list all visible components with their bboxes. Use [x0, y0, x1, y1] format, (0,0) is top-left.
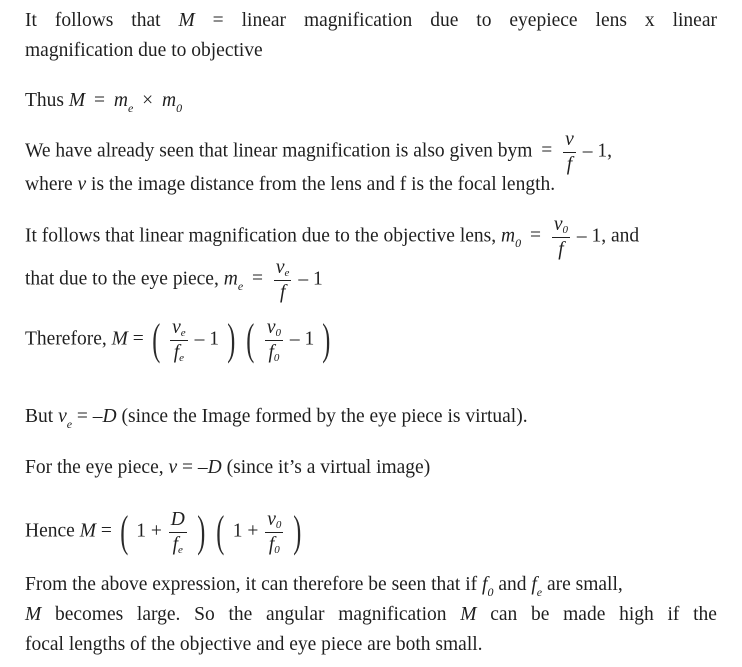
text: 1 +	[136, 520, 162, 542]
numerator: ve	[172, 317, 186, 339]
subscript: 0	[487, 585, 494, 599]
thus-equation	[25, 88, 182, 113]
text: It follows that linear magnification due to the objective lens,	[25, 225, 497, 247]
word: the	[693, 604, 717, 625]
left-paren: (	[216, 507, 225, 556]
text: – 1	[194, 328, 219, 350]
math-symbol: M	[79, 520, 96, 542]
math-symbol: v	[77, 174, 87, 195]
therefore-equation	[25, 315, 334, 364]
denominator: fe	[173, 341, 185, 364]
fraction	[274, 258, 292, 302]
subscript: e	[127, 101, 134, 115]
text: – 1	[298, 268, 323, 290]
denominator: f	[279, 281, 286, 303]
math-symbol: f	[482, 574, 488, 595]
word: lens	[595, 10, 627, 31]
paragraph-1-line-2: magnification due to objective	[25, 40, 263, 61]
text: – 1	[289, 328, 315, 350]
text: 1 +	[232, 520, 259, 542]
word: magnification	[303, 10, 413, 31]
word: becomes	[54, 604, 124, 625]
right-paren: )	[293, 507, 302, 556]
math-symbol: m	[501, 225, 516, 247]
word: x	[644, 10, 655, 31]
word: high	[619, 604, 654, 625]
fraction	[265, 510, 283, 554]
text: = –	[182, 457, 208, 478]
text: = –	[76, 406, 103, 427]
equals-sign: =	[100, 520, 112, 542]
text: For the eye piece,	[25, 457, 164, 478]
text: (since the Image formed by the eye piece is virtual).	[121, 406, 528, 427]
math-symbol: f	[531, 574, 537, 595]
text: that due to the eye piece,	[25, 268, 219, 290]
word: made	[563, 604, 606, 625]
text: From the above expression, it can therefore be seen that if	[25, 574, 478, 595]
denominator: f0	[268, 341, 280, 364]
right-paren: )	[196, 507, 206, 556]
but-line	[25, 404, 528, 429]
word: to	[476, 10, 492, 31]
subscript: 0	[515, 236, 522, 251]
right-paren: )	[322, 315, 331, 364]
math-symbol: M	[460, 604, 477, 625]
text: and	[498, 574, 527, 595]
equals-sign: =	[132, 328, 144, 350]
math-symbol: M	[178, 10, 195, 31]
hence-equation	[25, 507, 305, 556]
left-paren: (	[246, 315, 255, 364]
times-sign: ×	[142, 90, 154, 111]
paragraph-3-line-2	[25, 258, 323, 302]
right-paren: )	[227, 315, 236, 364]
word: So	[194, 604, 215, 625]
word: due	[430, 10, 459, 31]
text: But	[25, 406, 54, 427]
math-symbol: v	[168, 457, 178, 478]
denominator: f	[558, 238, 564, 260]
text: where	[25, 174, 73, 195]
word: angular	[266, 604, 325, 625]
math-symbol: m	[162, 90, 177, 111]
subscript: 0	[176, 101, 183, 115]
fraction	[552, 215, 570, 259]
math-symbol: D	[102, 406, 117, 427]
math-symbol: v	[58, 406, 67, 427]
numerator: v0	[266, 317, 282, 339]
final-line-3: focal lengths of the objective and eye piece are both small.	[25, 634, 483, 655]
equals-sign: =	[252, 268, 264, 290]
word: if	[667, 604, 680, 625]
text: We have already seen that linear magnification is also given bym	[25, 140, 533, 162]
paragraph-3-line-1	[25, 215, 639, 259]
word: It	[25, 10, 37, 31]
left-paren: (	[151, 315, 160, 364]
fraction	[563, 130, 576, 174]
word: can	[490, 604, 518, 625]
math-symbol: m	[223, 268, 238, 290]
equals-sign: =	[541, 140, 553, 162]
text: Thus	[25, 90, 64, 111]
word: large.	[136, 604, 181, 625]
math-symbol: M	[111, 328, 128, 350]
text: – 1,	[582, 140, 612, 162]
equals-sign: =	[529, 225, 541, 247]
equals-sign: =	[212, 10, 224, 31]
word: linear	[672, 10, 717, 31]
text: are small,	[546, 574, 623, 595]
math-symbol: M	[68, 90, 86, 111]
word: linear	[241, 10, 286, 31]
word: magnification	[338, 604, 447, 625]
equals-sign: =	[94, 90, 105, 111]
left-paren: (	[119, 507, 129, 556]
fraction	[170, 318, 188, 362]
math-symbol: M	[25, 604, 42, 625]
text: Hence	[25, 520, 75, 542]
numerator: v	[565, 129, 574, 150]
final-line-1	[25, 572, 623, 597]
subscript: e	[66, 417, 73, 431]
denominator: f0	[268, 533, 280, 556]
numerator: ve	[275, 257, 290, 279]
numerator: v0	[267, 509, 282, 531]
word: follows	[54, 10, 114, 31]
denominator: f	[566, 153, 573, 175]
eyepiece-line	[25, 455, 430, 480]
paragraph-1-line-1	[25, 8, 717, 33]
word: the	[228, 604, 253, 625]
text: Therefore,	[25, 328, 107, 350]
denominator: fe	[172, 533, 183, 556]
final-line-2	[25, 602, 717, 627]
numerator: v0	[553, 214, 568, 236]
word: that	[131, 10, 161, 31]
text: is the image distance from the lens and f is the focal length.	[91, 174, 556, 195]
word: eyepiece	[509, 10, 578, 31]
subscript: e	[237, 279, 244, 294]
math-symbol: m	[113, 90, 128, 111]
paragraph-2-line-1	[25, 130, 612, 174]
math-symbol: D	[207, 457, 222, 478]
subscript: e	[536, 585, 543, 599]
text: – 1, and	[576, 225, 640, 247]
word: be	[531, 604, 550, 625]
numerator: D	[170, 509, 185, 530]
paragraph-2-line-2	[25, 172, 555, 197]
fraction	[169, 510, 187, 554]
fraction	[265, 318, 283, 362]
text: (since it’s a virtual image)	[226, 457, 431, 478]
